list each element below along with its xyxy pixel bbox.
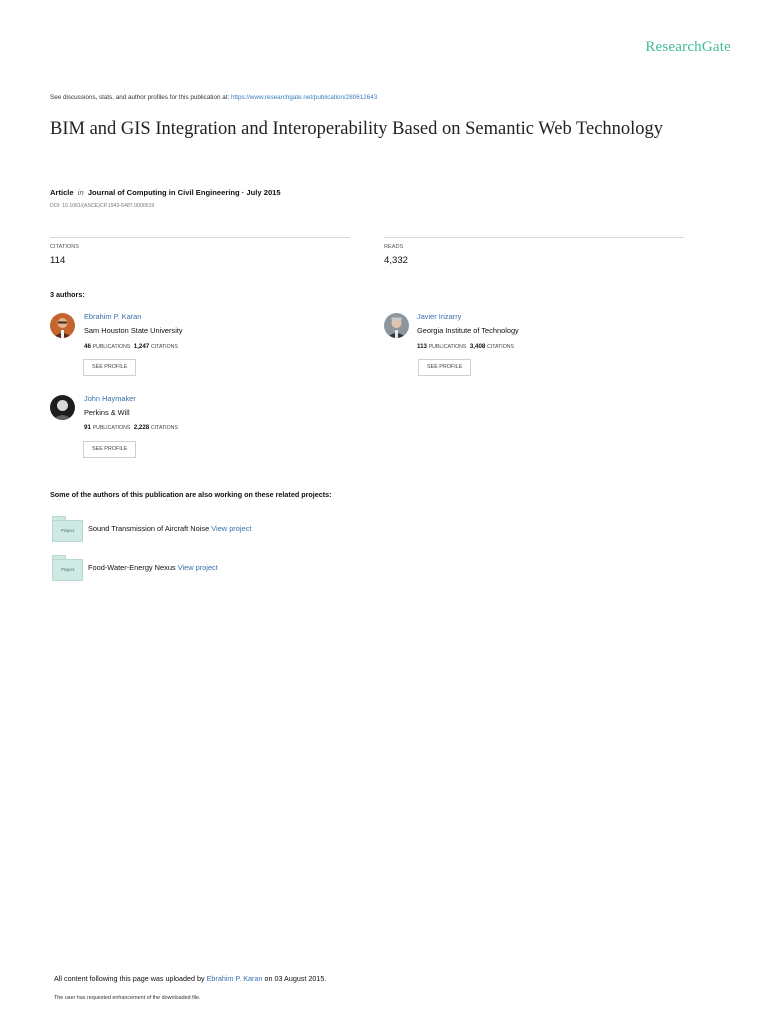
publication-doi: DOI: 10.1061/(ASCE)CP.1943-5487.0000519 [50, 203, 155, 209]
author-counts [417, 343, 514, 350]
author-institution: Sam Houston State University [84, 326, 183, 335]
uploader-link[interactable]: Ebrahim P. Karan [206, 974, 263, 983]
publication-count-label: PUBLICATIONS [92, 344, 131, 350]
citations-value: 114 [50, 255, 66, 266]
citation-count: 2,228 [133, 424, 150, 431]
see-profile-button[interactable]: SEE PROFILE [83, 441, 136, 458]
publication-title: BIM and GIS Integration and Interoperability Based on Semantic Web Technology [50, 119, 664, 139]
publication-count: 46 [84, 343, 91, 350]
project-title: Sound Transmission of Aircraft Noise [88, 524, 210, 533]
project-title: Food-Water-Energy Nexus [88, 563, 176, 572]
project-folder-icon: Project [52, 520, 83, 542]
publication-url-link[interactable]: https://www.researchgate.net/publication/280612643 [230, 94, 378, 101]
see-profile-button[interactable]: SEE PROFILE [418, 359, 471, 376]
reads-divider [384, 237, 684, 238]
citations-label: CITATIONS [50, 244, 80, 250]
avatar[interactable] [50, 395, 75, 420]
publication-count: 113 [417, 343, 427, 350]
project-item [88, 524, 251, 533]
upload-note [54, 974, 326, 983]
view-project-link[interactable]: View project [177, 563, 218, 572]
author-counts [84, 343, 178, 350]
discussion-prefix: See discussions, stats, and author profiles for this publication at: [50, 94, 231, 101]
project-item [88, 563, 218, 572]
author-institution: Georgia Institute of Technology [417, 326, 519, 335]
avatar[interactable] [50, 313, 75, 338]
enhancement-note: The user has requested enhancement of the downloaded file. [54, 995, 201, 1001]
publication-meta [50, 188, 281, 197]
publication-type: Article [50, 188, 74, 197]
citation-count-label: CITATIONS [150, 425, 178, 431]
citation-count: 1,247 [133, 343, 150, 350]
view-project-link[interactable]: View project [211, 524, 252, 533]
citations-divider [50, 237, 350, 238]
citation-count-label: CITATIONS [150, 344, 178, 350]
author-counts [84, 424, 178, 431]
upload-suffix: on 03 August 2015. [262, 974, 327, 983]
avatar[interactable] [384, 313, 409, 338]
author-name-link[interactable]: Javier Irizarry [417, 312, 462, 321]
upload-prefix: All content following this page was uploaded by [54, 974, 207, 983]
author-name-link[interactable]: Ebrahim P. Karan [84, 312, 142, 321]
related-projects-heading: Some of the authors of this publication are also working on these related projects: [50, 490, 332, 499]
see-profile-button[interactable]: SEE PROFILE [83, 359, 136, 376]
researchgate-logo[interactable]: ResearchGate [645, 39, 731, 55]
publication-venue[interactable]: Journal of Computing in Civil Engineering · July 2015 [87, 188, 281, 197]
reads-value: 4,332 [384, 255, 409, 266]
citation-count-label: CITATIONS [487, 344, 514, 350]
publication-count-label: PUBLICATIONS [428, 344, 467, 350]
publication-count: 91 [84, 424, 91, 431]
citation-count: 3,408 [469, 343, 486, 350]
in-word: in [77, 188, 84, 197]
discussion-note [50, 94, 377, 101]
publication-count-label: PUBLICATIONS [92, 425, 131, 431]
author-institution: Perkins & Will [84, 408, 130, 417]
project-folder-icon: Project [52, 559, 83, 581]
author-name-link[interactable]: John Haymaker [84, 394, 136, 403]
authors-heading: 3 authors: [50, 290, 85, 299]
reads-label: READS [384, 244, 404, 250]
